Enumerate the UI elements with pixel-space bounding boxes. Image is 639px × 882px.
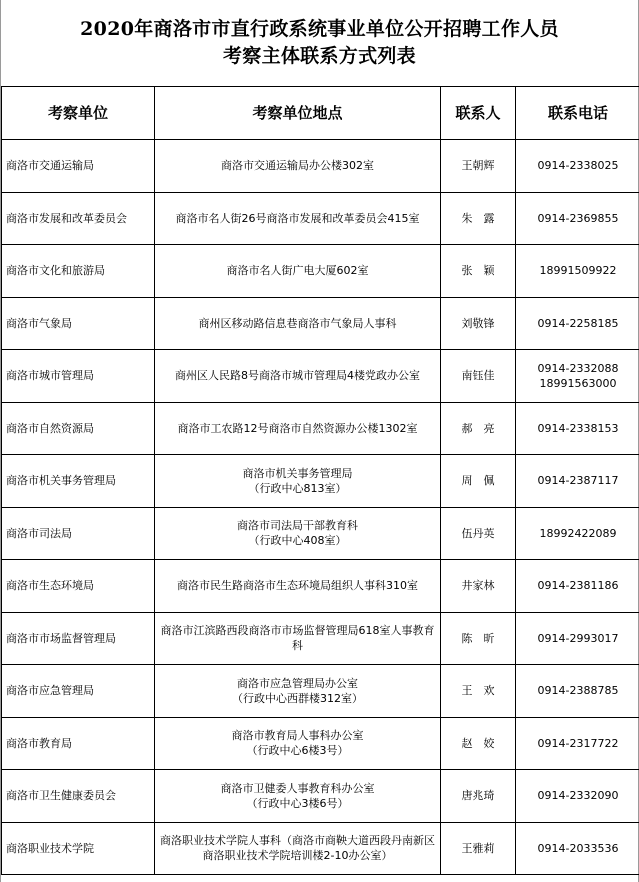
phone-number: 0914-2332090 [537,789,619,803]
phone-number: 18992422089 [539,526,617,540]
cell-unit: 商洛市城市管理局 [2,350,155,403]
cell-location [155,140,441,193]
location-line: 商洛市教育局人事科办公室 [231,729,364,743]
cell-contact: 井家林 [441,560,516,613]
cell-unit: 商洛市应急管理局 [2,665,155,718]
cell-contact: 赵 姣 [441,717,516,770]
cell-phone [516,507,639,560]
phone-number: 0914-2332088 [537,361,619,375]
phone-number: 0914-2388785 [537,684,619,698]
cell-phone [516,560,639,613]
location-line: 商洛职业技术学院人事科（商洛市商鞅大道西段丹南新区商洛职业技术学院培训楼2-10办公室） [160,834,435,863]
cell-phone [516,612,639,665]
cell-location [155,455,441,508]
cell-unit: 商洛市文化和旅游局 [2,245,155,298]
cell-phone [516,245,639,298]
cell-unit: 商洛市发展和改革委员会 [2,192,155,245]
document-title [1,0,638,86]
cell-location [155,245,441,298]
table-row [2,665,639,718]
cell-location [155,507,441,560]
location-line: （行政中心408室） [248,534,347,548]
cell-location [155,192,441,245]
cell-location [155,612,441,665]
table-row [2,192,639,245]
cell-phone [516,455,639,508]
cell-contact: 王 欢 [441,665,516,718]
cell-unit: 商洛职业技术学院 [2,822,155,875]
phone-number: 0914-2033536 [537,841,619,855]
cell-phone [516,770,639,823]
cell-contact: 周 佩 [441,455,516,508]
phone-number: 0914-2993017 [537,631,619,645]
cell-location [155,770,441,823]
contact-table-body [2,87,639,875]
cell-unit: 商洛市机关事务管理局 [2,455,155,508]
cell-unit: 商洛市自然资源局 [2,402,155,455]
cell-contact: 王朝辉 [441,140,516,193]
location-line: 商洛市交通运输局办公楼302室 [221,159,374,173]
table-row [2,245,639,298]
table-row [2,402,639,455]
cell-unit: 商洛市交通运输局 [2,140,155,193]
title-line-2: 考察主体联系方式列表 [222,45,416,67]
location-line: 商洛市应急管理局办公室 [237,676,358,690]
phone-number: 0914-2369855 [537,211,619,225]
location-line: 商洛市卫健委人事教育科办公室 [220,781,375,795]
header-unit: 考察单位 [2,87,155,140]
table-row [2,770,639,823]
cell-contact: 张 颖 [441,245,516,298]
cell-location [155,822,441,875]
location-line: 商洛市工农路12号商洛市自然资源办公楼1302室 [177,421,418,435]
cell-contact: 南钰佳 [441,350,516,403]
location-line: （行政中心西群楼312室） [232,691,363,705]
contact-table [1,86,639,875]
table-row [2,297,639,350]
cell-unit: 商洛市卫生健康委员会 [2,770,155,823]
cell-location [155,560,441,613]
cell-contact: 王雅莉 [441,822,516,875]
location-line: 商洛市名人街26号商洛市发展和改革委员会415室 [175,211,420,225]
phone-number: 0914-2338153 [537,421,619,435]
location-line: 商洛市名人街广电大厦602室 [226,264,369,278]
location-line: （行政中心6楼3号） [246,744,349,758]
cell-contact: 郝 亮 [441,402,516,455]
table-row [2,140,639,193]
table-row [2,717,639,770]
cell-phone [516,717,639,770]
phone-number: 18991509922 [539,264,617,278]
cell-location [155,665,441,718]
table-row [2,612,639,665]
cell-location [155,350,441,403]
location-line: （行政中心3楼6号） [246,796,349,810]
cell-phone [516,192,639,245]
header-phone: 联系电话 [516,87,639,140]
table-row [2,560,639,613]
cell-unit: 商洛市教育局 [2,717,155,770]
header-contact: 联系人 [441,87,516,140]
phone-number: 18991563000 [539,376,617,390]
phone-number: 0914-2317722 [537,736,619,750]
location-line: 商洛市民生路商洛市生态环境局组织人事科310室 [177,579,418,593]
cell-contact: 朱 露 [441,192,516,245]
cell-unit: 商洛市气象局 [2,297,155,350]
cell-phone [516,297,639,350]
cell-phone [516,350,639,403]
cell-phone [516,140,639,193]
phone-number: 0914-2387117 [537,474,619,488]
cell-phone [516,822,639,875]
cell-phone [516,402,639,455]
table-header-row [2,87,639,140]
table-row [2,507,639,560]
cell-contact: 刘敬锋 [441,297,516,350]
cell-contact: 唐兆琦 [441,770,516,823]
table-row [2,455,639,508]
cell-contact: 伍丹英 [441,507,516,560]
cell-location [155,402,441,455]
cell-unit: 商洛市生态环境局 [2,560,155,613]
phone-number: 0914-2258185 [537,316,619,330]
location-line: 商州区移动路信息巷商洛市气象局人事科 [198,316,397,330]
location-line: 商洛市江滨路西段商洛市市场监督管理局618室人事教育科 [160,624,435,653]
table-row [2,350,639,403]
location-line: （行政中心813室） [248,481,347,495]
cell-phone [516,665,639,718]
cell-location [155,717,441,770]
cell-contact: 陈 昕 [441,612,516,665]
cell-unit: 商洛市司法局 [2,507,155,560]
location-line: 商洛市司法局干部教育科 [237,519,358,533]
cell-location [155,297,441,350]
cell-unit: 商洛市市场监督管理局 [2,612,155,665]
phone-number: 0914-2381186 [537,579,619,593]
title-line-1: 2020年商洛市市直行政系统事业单位公开招聘工作人员 [80,18,559,40]
location-line: 商洛市机关事务管理局 [242,466,353,480]
location-line: 商州区人民路8号商洛市城市管理局4楼党政办公室 [175,369,420,383]
header-location: 考察单位地点 [155,87,441,140]
table-row [2,822,639,875]
phone-number: 0914-2338025 [537,159,619,173]
